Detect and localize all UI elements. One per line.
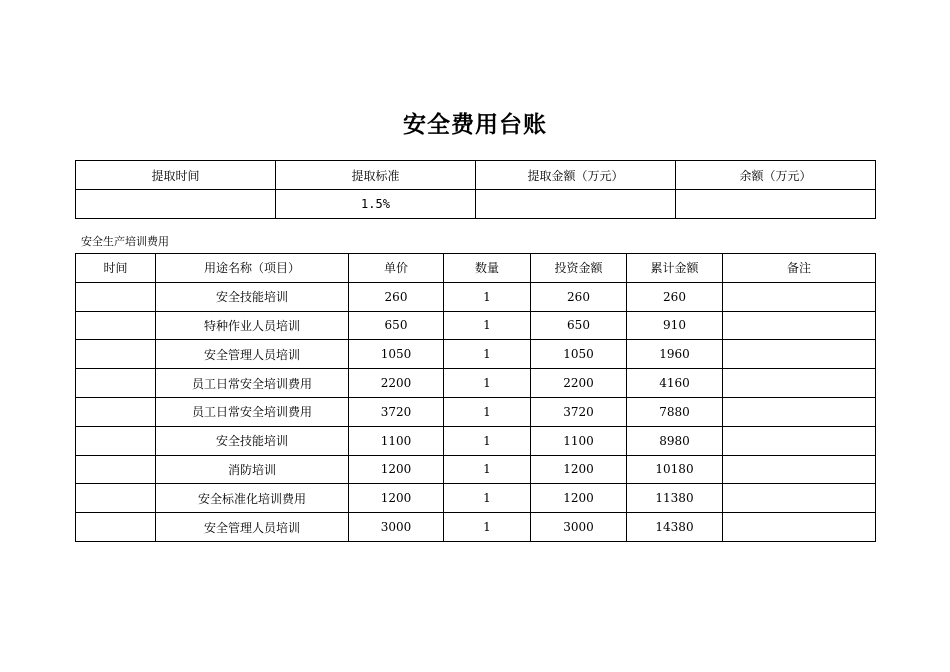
time-cell: [76, 369, 156, 398]
item-name-cell: 安全管理人员培训: [156, 513, 349, 542]
remark-cell: [723, 282, 876, 311]
investment-cell: 260: [531, 282, 627, 311]
table-row: [76, 397, 876, 426]
extract-data-row: [76, 190, 876, 219]
unit-price-cell: 1100: [349, 426, 444, 455]
remark-cell: [723, 426, 876, 455]
table-row: [76, 426, 876, 455]
quantity-cell: 1: [444, 455, 531, 484]
item-name-cell: 安全标准化培训费用: [156, 484, 349, 513]
training-table: [75, 253, 876, 542]
training-header-cell: 备注: [723, 254, 876, 283]
training-header-cell: 用途名称（项目）: [156, 254, 349, 283]
investment-cell: 1050: [531, 340, 627, 369]
cumulative-cell: 7880: [627, 397, 723, 426]
quantity-cell: 1: [444, 513, 531, 542]
unit-price-cell: 1050: [349, 340, 444, 369]
table-row: [76, 311, 876, 340]
item-name-cell: 员工日常安全培训费用: [156, 369, 349, 398]
time-cell: [76, 340, 156, 369]
time-cell: [76, 513, 156, 542]
investment-cell: 3720: [531, 397, 627, 426]
item-name-cell: 安全技能培训: [156, 426, 349, 455]
time-cell: [76, 426, 156, 455]
cumulative-cell: 14380: [627, 513, 723, 542]
quantity-cell: 1: [444, 282, 531, 311]
time-cell: [76, 397, 156, 426]
cumulative-cell: 910: [627, 311, 723, 340]
investment-cell: 3000: [531, 513, 627, 542]
quantity-cell: 1: [444, 426, 531, 455]
unit-price-cell: 2200: [349, 369, 444, 398]
item-name-cell: 消防培训: [156, 455, 349, 484]
extract-header-cell: 提取标准: [276, 161, 476, 190]
quantity-cell: 1: [444, 311, 531, 340]
time-cell: [76, 311, 156, 340]
table-row: [76, 513, 876, 542]
quantity-cell: 1: [444, 484, 531, 513]
unit-price-cell: 650: [349, 311, 444, 340]
training-header-cell: 时间: [76, 254, 156, 283]
extract-standard-cell: 1.5%: [276, 190, 476, 219]
extract-time-cell: [76, 190, 276, 219]
table-row: [76, 455, 876, 484]
extract-header-row: [76, 161, 876, 190]
remark-cell: [723, 484, 876, 513]
extract-amount-cell: [476, 190, 676, 219]
remark-cell: [723, 513, 876, 542]
cumulative-cell: 10180: [627, 455, 723, 484]
training-header-row: [76, 254, 876, 283]
page-title: 安全费用台账: [403, 112, 547, 138]
cumulative-cell: 260: [627, 282, 723, 311]
extract-header-cell: 余额（万元）: [676, 161, 876, 190]
remark-cell: [723, 340, 876, 369]
extract-header-cell: 提取金额（万元）: [476, 161, 676, 190]
cumulative-cell: 8980: [627, 426, 723, 455]
training-header-cell: 累计金额: [627, 254, 723, 283]
extract-table: [75, 160, 876, 219]
training-header-cell: 单价: [349, 254, 444, 283]
unit-price-cell: 1200: [349, 484, 444, 513]
investment-cell: 1200: [531, 455, 627, 484]
cumulative-cell: 1960: [627, 340, 723, 369]
extract-balance-cell: [676, 190, 876, 219]
time-cell: [76, 484, 156, 513]
table-row: [76, 282, 876, 311]
unit-price-cell: 1200: [349, 455, 444, 484]
item-name-cell: 安全管理人员培训: [156, 340, 349, 369]
extract-header-cell: 提取时间: [76, 161, 276, 190]
table-row: [76, 340, 876, 369]
item-name-cell: 安全技能培训: [156, 282, 349, 311]
investment-cell: 1200: [531, 484, 627, 513]
investment-cell: 650: [531, 311, 627, 340]
time-cell: [76, 282, 156, 311]
quantity-cell: 1: [444, 340, 531, 369]
table-row: [76, 369, 876, 398]
remark-cell: [723, 455, 876, 484]
remark-cell: [723, 369, 876, 398]
remark-cell: [723, 397, 876, 426]
quantity-cell: 1: [444, 369, 531, 398]
time-cell: [76, 455, 156, 484]
cumulative-cell: 11380: [627, 484, 723, 513]
item-name-cell: 特种作业人员培训: [156, 311, 349, 340]
unit-price-cell: 3720: [349, 397, 444, 426]
training-header-cell: 投资金额: [531, 254, 627, 283]
remark-cell: [723, 311, 876, 340]
unit-price-cell: 3000: [349, 513, 444, 542]
item-name-cell: 员工日常安全培训费用: [156, 397, 349, 426]
unit-price-cell: 260: [349, 282, 444, 311]
investment-cell: 1100: [531, 426, 627, 455]
table-row: [76, 484, 876, 513]
cumulative-cell: 4160: [627, 369, 723, 398]
quantity-cell: 1: [444, 397, 531, 426]
training-header-cell: 数量: [444, 254, 531, 283]
investment-cell: 2200: [531, 369, 627, 398]
section-label: 安全生产培训费用: [81, 235, 169, 248]
